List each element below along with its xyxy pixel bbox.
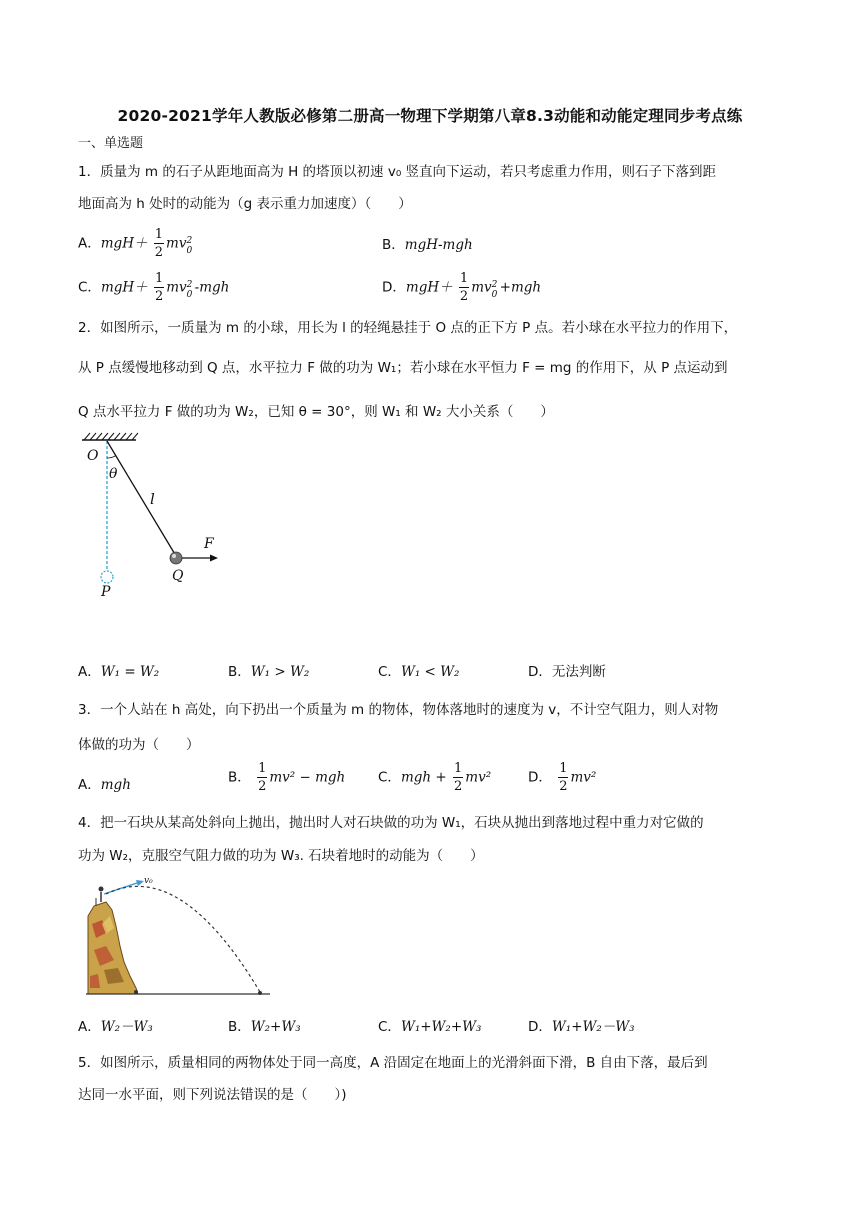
q2-stem-line1: 2．如图所示，一质量为 m 的小球，用长为 l 的轻绳悬挂于 O 点的正下方 P 点。若小球在水平拉力的作用下，: [78, 320, 738, 336]
length-l-label: l: [150, 490, 155, 508]
projectile-figure: [84, 876, 270, 998]
pendulum-figure: [78, 432, 238, 604]
q4-option-c[interactable]: C．W₁+W₂+W₃: [378, 1019, 482, 1035]
q2-option-d[interactable]: D．无法判断: [528, 664, 606, 680]
q1-stem-line2: 地面高为 h 处时的动能为（g 表示重力加速度）（ ）: [78, 196, 412, 212]
document-title: 2020-2021学年人教版必修第二册高一物理下学期第八章8.3动能和动能定理同步考点练: [117, 107, 743, 125]
q1-option-b[interactable]: B．mgH-mgh: [382, 237, 473, 253]
q4-option-b[interactable]: B．W₂+W₃: [228, 1019, 301, 1035]
q1-option-c[interactable]: C．mgH＋ $\frac{1}{2}$ mv 2 0 -mgh: [78, 271, 230, 304]
q3-option-b[interactable]: B． $\frac{1}{2}$ mv² − mgh: [228, 761, 346, 794]
q3-option-a[interactable]: A．mgh: [78, 777, 131, 793]
v0-label: v₀: [144, 876, 153, 886]
q1-option-d[interactable]: D．mgH＋ $\frac{1}{2}$ mv 2 0 +mgh: [382, 271, 542, 304]
q3-option-c[interactable]: C．mgh + $\frac{1}{2}$ mv²: [378, 761, 492, 794]
q2-stem-line3: Q 点水平拉力 F 做的功为 W₂，已知 θ = 30°，则 W₁ 和 W₂ 大小关系（ ）: [78, 404, 554, 420]
q3-option-d[interactable]: D． $\frac{1}{2}$ mv²: [528, 761, 597, 794]
theta-label: θ: [109, 466, 118, 482]
q4-option-d[interactable]: D．W₁+W₂－W₃: [528, 1019, 635, 1035]
q5-stem-line1: 5．如图所示，质量相同的两物体处于同一高度，A 沿固定在地面上的光滑斜面下滑，B 自由下落，最后到: [78, 1055, 708, 1071]
q2-stem-line2: 从 P 点缓慢地移动到 Q 点，水平拉力 F 做的功为 W₁；若小球在水平恒力 F = mg 的作用下，从 P 点运动到: [78, 360, 728, 376]
point-o-label: O: [87, 448, 99, 464]
q3-stem-line2: 体做的功为（ ）: [78, 737, 200, 753]
point-q-label: Q: [172, 568, 184, 584]
q2-option-a[interactable]: A．W₁ = W₂: [78, 664, 160, 680]
point-p-label: P: [101, 584, 111, 600]
q4-stem-line1: 4．把一石块从某高处斜向上抛出，抛出时人对石块做的功为 W₁，石块从抛出到落地过程中重力对它做的: [78, 815, 704, 831]
section-heading: 一、单选题: [78, 136, 144, 151]
q5-stem-line2: 达同一水平面，则下列说法错误的是（ ）): [78, 1087, 347, 1103]
q4-option-a[interactable]: A．W₂－W₃: [78, 1019, 153, 1035]
force-f-label: F: [204, 536, 214, 552]
q1-option-a[interactable]: A．mgH＋ $\frac{1}{2}$ mv 2 0: [78, 227, 193, 260]
q3-stem-line1: 3．一个人站在 h 高处，向下扔出一个质量为 m 的物体，物体落地时的速度为 v，不计空气阻力，则人对物: [78, 702, 719, 718]
q2-option-b[interactable]: B．W₁ > W₂: [228, 664, 310, 680]
q2-option-c[interactable]: C．W₁ < W₂: [378, 664, 460, 680]
q4-stem-line2: 功为 W₂，克服空气阻力做的功为 W₃. 石块着地时的动能为（ ）: [78, 848, 484, 864]
q1-stem-line1: 1．质量为 m 的石子从距地面高为 H 的塔顶以初速 v₀ 竖直向下运动，若只考虑重力作用，则石子下落到距: [78, 164, 717, 180]
